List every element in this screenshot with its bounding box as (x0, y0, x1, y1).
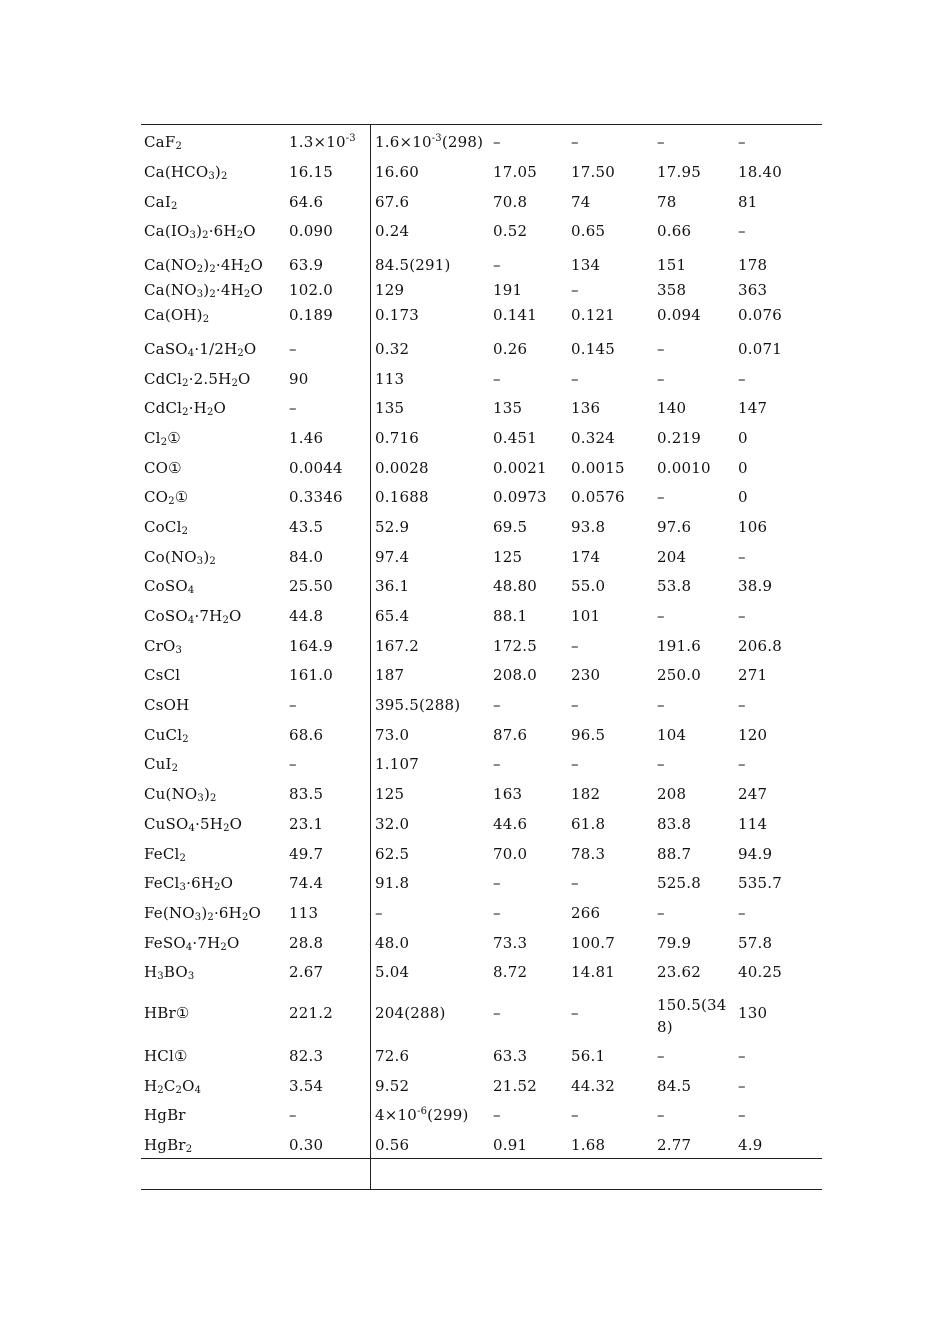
value-cell: 125 (375, 785, 405, 803)
compound-cell: $FeSO_4\cdot 7H_2O$ (144, 934, 240, 953)
value-cell: 96.5 (571, 726, 606, 744)
value-cell: 101 (571, 607, 601, 625)
value-cell: 191.6 (657, 637, 701, 655)
value-cell: 4.9 (738, 1136, 763, 1154)
value-cell: 52.9 (375, 518, 410, 536)
value-cell: 84.0 (289, 548, 324, 566)
value-cell: – (289, 399, 297, 417)
value-cell: 67.6 (375, 193, 410, 211)
compound-cell: $CaSO_4\cdot 1/2H_2O$ (144, 340, 257, 359)
value-cell: – (493, 904, 501, 922)
value-cell: – (571, 1106, 579, 1124)
value-cell: 87.6 (493, 726, 528, 744)
value-cell: 0.26 (493, 340, 528, 358)
value-cell: 164.9 (289, 637, 333, 655)
value-cell: 32.0 (375, 815, 410, 833)
value-cell: 247 (738, 785, 768, 803)
compound-cell: $Ca(IO_3)_2\cdot 6H_2O$ (144, 222, 256, 241)
value-cell: 0.121 (571, 306, 615, 324)
value-cell: 135 (375, 399, 405, 417)
compound-cell: $Co(NO_3)_2$ (144, 548, 216, 567)
value-cell: 0.0010 (657, 459, 711, 477)
compound-cell: CsOH (144, 696, 190, 714)
value-cell: 18.40 (738, 163, 782, 181)
value-cell: 114 (738, 815, 768, 833)
value-cell: – (571, 874, 579, 892)
value-cell: 0.32 (375, 340, 410, 358)
compound-cell: CsCl (144, 666, 181, 684)
value-cell: 0.66 (657, 222, 692, 240)
value-cell: 82.3 (289, 1047, 324, 1065)
value-cell: – (738, 696, 746, 714)
compound-cell: $Ca(HCO_3)_2$ (144, 163, 228, 182)
value-cell: 93.8 (571, 518, 606, 536)
value-cell: 0.0021 (493, 459, 547, 477)
value-cell: 0.451 (493, 429, 537, 447)
value-cell: 1.107 (375, 755, 419, 773)
value-cell: 78 (657, 193, 677, 211)
value-cell: 70.0 (493, 845, 528, 863)
value-cell: 3.54 (289, 1077, 324, 1095)
compound-cell: HCl① (144, 1047, 188, 1065)
value-cell: 61.8 (571, 815, 606, 833)
value-cell: 53.8 (657, 577, 692, 595)
compound-cell: $Ca(NO_2)_2\cdot 4H_2O$ (144, 256, 263, 275)
value-cell: 0.0973 (493, 488, 547, 506)
compound-cell: $H_2C_2O_4$ (144, 1077, 202, 1096)
value-cell: 0.076 (738, 306, 782, 324)
value-cell: 0.094 (657, 306, 701, 324)
value-cell: 78.3 (571, 845, 606, 863)
value-cell: 16.60 (375, 163, 419, 181)
compound-cell: $Ca(NO_3)_2\cdot 4H_2O$ (144, 281, 263, 300)
value-cell: 191 (493, 281, 523, 299)
value-cell: – (657, 755, 665, 773)
value-cell: 65.4 (375, 607, 410, 625)
compound-cell: $CO_2①$ (144, 488, 189, 507)
value-cell: 88.1 (493, 607, 528, 625)
value-cell: 178 (738, 256, 768, 274)
value-cell: 230 (571, 666, 601, 684)
value-cell: 44.32 (571, 1077, 615, 1095)
value-cell: 17.05 (493, 163, 537, 181)
value-cell: – (571, 696, 579, 714)
value-cell: 0.52 (493, 222, 528, 240)
value-cell: 94.9 (738, 845, 773, 863)
value-cell: – (657, 696, 665, 714)
compound-cell: CuCl$_2$ (144, 726, 189, 745)
value-cell: 0.0028 (375, 459, 429, 477)
value-cell: 97.4 (375, 548, 410, 566)
value-cell: 172.5 (493, 637, 537, 655)
value-cell: – (493, 133, 501, 151)
value-cell: 69.5 (493, 518, 528, 536)
value-cell: 48.80 (493, 577, 537, 595)
value-cell: 5.04 (375, 963, 410, 981)
value-cell: 0 (738, 429, 748, 447)
value-cell: 0.0576 (571, 488, 625, 506)
value-cell: 21.52 (493, 1077, 537, 1095)
value-cell: 40.25 (738, 963, 782, 981)
compound-cell: $CdCl_2\cdot 2.5H_2O$ (144, 370, 251, 389)
value-cell: 81 (738, 193, 758, 211)
value-cell: 0.716 (375, 429, 419, 447)
value-cell: 204 (657, 548, 687, 566)
value-cell: 68.6 (289, 726, 324, 744)
value-cell: 125 (493, 548, 523, 566)
value-cell: 63.3 (493, 1047, 528, 1065)
value-cell: 535.7 (738, 874, 782, 892)
value-cell: 73.3 (493, 934, 528, 952)
value-cell: 64.6 (289, 193, 324, 211)
value-cell: 17.50 (571, 163, 615, 181)
value-cell: 363 (738, 281, 768, 299)
value-cell: 0.0015 (571, 459, 625, 477)
value-cell: 43.5 (289, 518, 324, 536)
value-cell: 23.62 (657, 963, 701, 981)
value-cell: 23.1 (289, 815, 324, 833)
value-cell: $1.6\times 10^{-3}(298)$ (375, 133, 484, 151)
value-cell: 38.9 (738, 577, 773, 595)
value-cell: 113 (289, 904, 319, 922)
value-cell: – (657, 488, 665, 506)
value-cell: 63.9 (289, 256, 324, 274)
value-cell: 221.2 (289, 1004, 333, 1022)
value-cell: 120 (738, 726, 768, 744)
value-cell: 0 (738, 459, 748, 477)
value-cell: 62.5 (375, 845, 410, 863)
compound-cell: $Fe(NO_3)_2\cdot 6H_2O$ (144, 904, 261, 923)
value-cell: 163 (493, 785, 523, 803)
value-cell: 0.1688 (375, 488, 429, 506)
value-cell: 9.52 (375, 1077, 410, 1095)
value-cell: 48.0 (375, 934, 410, 952)
value-cell: $4\times 10^{-6}(299)$ (375, 1106, 469, 1124)
compound-cell: FeCl$_2$ (144, 845, 187, 864)
value-cell: – (571, 370, 579, 388)
value-cell: 130 (738, 1004, 768, 1022)
value-cell: – (571, 281, 579, 299)
value-cell: – (738, 607, 746, 625)
value-cell: – (738, 548, 746, 566)
value-cell: – (738, 222, 746, 240)
value-cell: 8.72 (493, 963, 528, 981)
compound-cell: CuI$_2$ (144, 755, 179, 774)
value-cell: 266 (571, 904, 601, 922)
value-cell: 55.0 (571, 577, 606, 595)
value-cell: 174 (571, 548, 601, 566)
value-cell: 0.91 (493, 1136, 528, 1154)
value-cell: 134 (571, 256, 601, 274)
value-cell: – (375, 904, 383, 922)
value-cell: 0.090 (289, 222, 333, 240)
value-cell: 57.8 (738, 934, 773, 952)
value-cell: 97.6 (657, 518, 692, 536)
compound-cell: HgBr (144, 1106, 186, 1124)
value-cell: 395.5(288) (375, 696, 461, 714)
value-cell: 56.1 (571, 1047, 606, 1065)
value-cell: 28.8 (289, 934, 324, 952)
value-cell: – (738, 1047, 746, 1065)
compound-cell: CO① (144, 459, 182, 477)
value-cell: 1.68 (571, 1136, 606, 1154)
value-cell: 358 (657, 281, 687, 299)
value-cell: – (738, 755, 746, 773)
value-cell: – (571, 133, 579, 151)
value-cell: 102.0 (289, 281, 333, 299)
value-cell: 14.81 (571, 963, 615, 981)
value-cell: 72.6 (375, 1047, 410, 1065)
value-cell: – (493, 1004, 501, 1022)
value-cell: 25.50 (289, 577, 333, 595)
compound-cell: HBr① (144, 1004, 190, 1022)
value-cell: – (657, 370, 665, 388)
value-cell: 187 (375, 666, 405, 684)
value-cell: – (571, 755, 579, 773)
value-cell: – (289, 755, 297, 773)
compound-cell: $Ca(OH)_2$ (144, 306, 210, 325)
value-cell: – (657, 340, 665, 358)
value-cell: 49.7 (289, 845, 324, 863)
value-cell: 2.77 (657, 1136, 692, 1154)
value-cell: 74.4 (289, 874, 324, 892)
value-cell: 204(288) (375, 1004, 446, 1022)
value-cell: – (657, 1106, 665, 1124)
value-cell: 73.0 (375, 726, 410, 744)
value-cell: 0.56 (375, 1136, 410, 1154)
value-cell: 140 (657, 399, 687, 417)
value-cell: 44.6 (493, 815, 528, 833)
value-cell: – (657, 133, 665, 151)
value-cell: 150.5(348) (657, 996, 727, 1036)
value-cell: 161.0 (289, 666, 333, 684)
value-cell: 0.071 (738, 340, 782, 358)
value-cell: 151 (657, 256, 687, 274)
value-cell: – (738, 1106, 746, 1124)
value-cell: – (289, 340, 297, 358)
value-cell: – (571, 637, 579, 655)
compound-cell: $CoSO_4\cdot 7H_2O$ (144, 607, 242, 626)
value-cell: 271 (738, 666, 768, 684)
value-cell: 106 (738, 518, 768, 536)
value-cell: 0.3346 (289, 488, 343, 506)
value-cell: – (289, 696, 297, 714)
compound-cell: CaI$_2$ (144, 193, 178, 212)
value-cell: – (738, 904, 746, 922)
value-cell: 0 (738, 488, 748, 506)
value-cell: 136 (571, 399, 601, 417)
value-cell: – (493, 696, 501, 714)
value-cell: 74 (571, 193, 591, 211)
value-cell: – (657, 1047, 665, 1065)
compound-cell: $H_3BO_3$ (144, 963, 195, 982)
value-cell: 0.141 (493, 306, 537, 324)
value-cell: 0.0044 (289, 459, 343, 477)
value-cell: 182 (571, 785, 601, 803)
compound-cell: $Cu(NO_3)_2$ (144, 785, 217, 804)
value-cell: – (493, 370, 501, 388)
value-cell: 0.145 (571, 340, 615, 358)
value-cell: 91.8 (375, 874, 410, 892)
value-cell: – (738, 370, 746, 388)
compound-cell: $Cl_2①$ (144, 429, 181, 448)
value-cell: 525.8 (657, 874, 701, 892)
value-cell: – (493, 874, 501, 892)
value-cell: 147 (738, 399, 768, 417)
value-cell: 0.189 (289, 306, 333, 324)
value-cell: 84.5(291) (375, 256, 451, 274)
value-cell: – (657, 607, 665, 625)
compound-cell: $CdCl_2\cdot H_2O$ (144, 399, 227, 418)
value-cell: 0.65 (571, 222, 606, 240)
value-cell: 208.0 (493, 666, 537, 684)
value-cell: 90 (289, 370, 309, 388)
compound-cell: $FeCl_3\cdot 6H_2O$ (144, 874, 234, 893)
value-cell: 135 (493, 399, 523, 417)
value-cell: 104 (657, 726, 687, 744)
value-cell: – (571, 1004, 579, 1022)
value-cell: 83.5 (289, 785, 324, 803)
value-cell: 0.324 (571, 429, 615, 447)
compound-cell: CaF$_2$ (144, 133, 182, 152)
value-cell: 167.2 (375, 637, 419, 655)
value-cell: 206.8 (738, 637, 782, 655)
value-cell: – (657, 904, 665, 922)
value-cell: 0.30 (289, 1136, 324, 1154)
value-cell: – (738, 1077, 746, 1095)
compound-cell: CoSO$_4$ (144, 577, 195, 596)
value-cell: 250.0 (657, 666, 701, 684)
value-cell: 100.7 (571, 934, 615, 952)
compound-cell: CoCl$_2$ (144, 518, 189, 537)
value-cell: 70.8 (493, 193, 528, 211)
value-cell: 44.8 (289, 607, 324, 625)
value-cell: 83.8 (657, 815, 692, 833)
value-cell: 79.9 (657, 934, 692, 952)
value-cell: – (493, 755, 501, 773)
value-cell: 36.1 (375, 577, 410, 595)
value-cell: 113 (375, 370, 405, 388)
value-cell: $1.3\times 10^{-3}$ (289, 133, 356, 151)
value-cell: 16.15 (289, 163, 333, 181)
value-cell: 84.5 (657, 1077, 692, 1095)
value-cell: 208 (657, 785, 687, 803)
value-cell: 2.67 (289, 963, 324, 981)
value-cell: 129 (375, 281, 405, 299)
value-cell: 0.24 (375, 222, 410, 240)
value-cell: 17.95 (657, 163, 701, 181)
value-cell: – (289, 1106, 297, 1124)
compound-cell: CrO$_3$ (144, 637, 183, 656)
value-cell: – (738, 133, 746, 151)
compound-cell: HgBr$_2$ (144, 1136, 193, 1155)
value-cell: – (493, 256, 501, 274)
value-cell: 0.173 (375, 306, 419, 324)
compound-cell: $CuSO_4\cdot 5H_2O$ (144, 815, 243, 834)
value-cell: 0.219 (657, 429, 701, 447)
value-cell: 88.7 (657, 845, 692, 863)
value-cell: – (493, 1106, 501, 1124)
value-cell: 1.46 (289, 429, 324, 447)
